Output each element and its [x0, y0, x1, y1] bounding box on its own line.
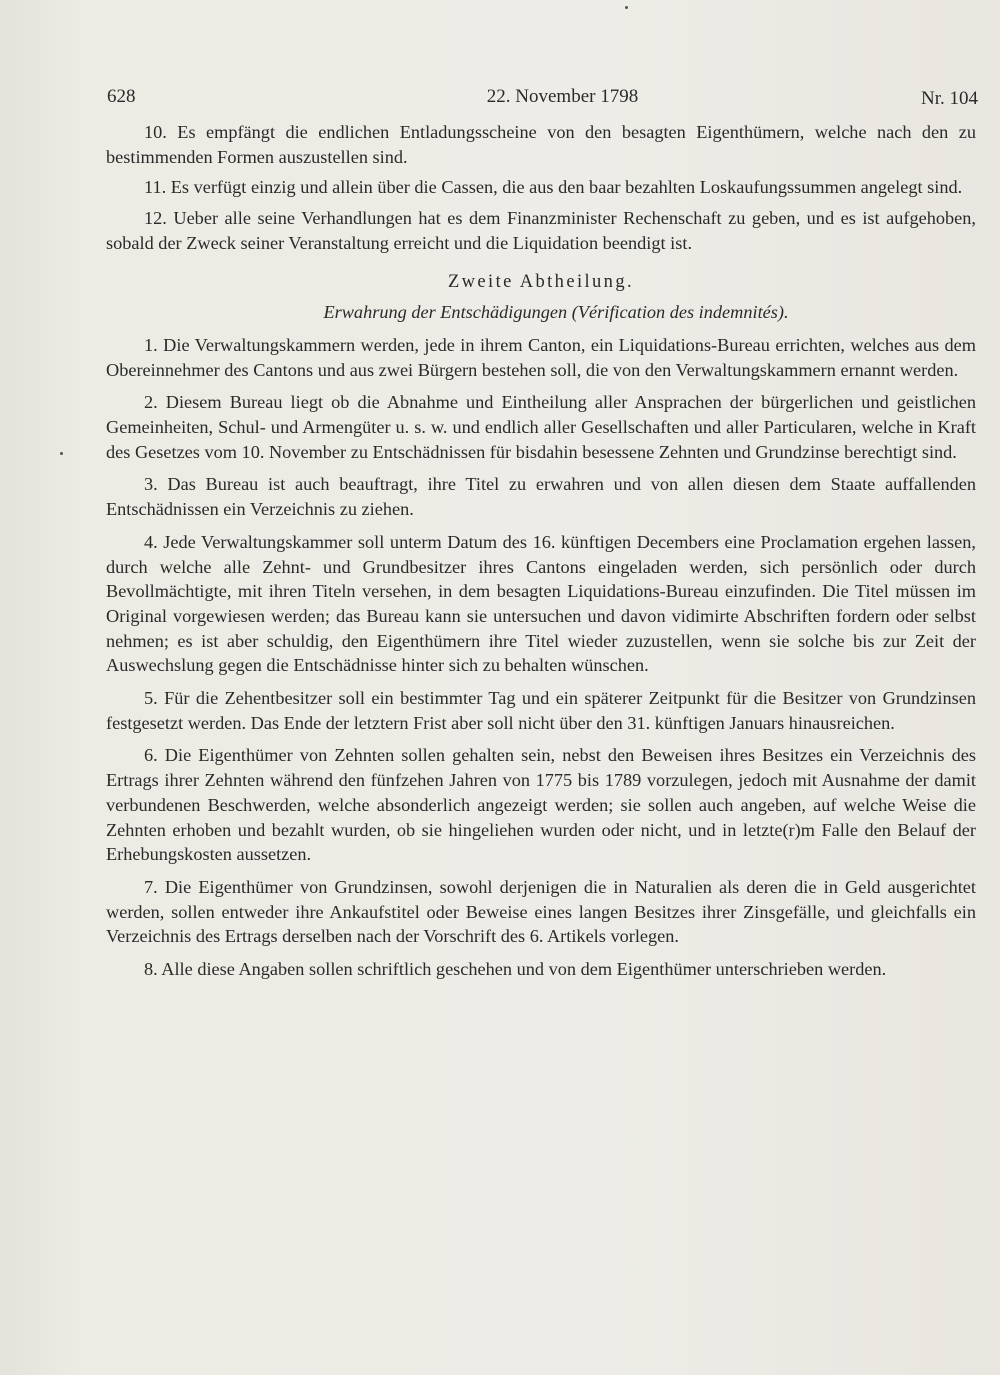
paragraph-11: 11. Es verfügt einzig und allein über die Cassen, die aus den baar bezahlten Loskaufungssummen angelegt sind.	[144, 177, 963, 198]
paragraph-3: 3. Das Bureau ist auch beauftragt, ihre Titel zu erwahren und von allen diesen dem Staate auffallenden Entschädnissen ein Verzeichnis zu ziehen.	[106, 474, 976, 520]
paragraph-6: 6. Die Eigenthümer von Zehnten sollen gehalten sein, nebst den Beweisen ihres Besitzes ein Verzeichnis des Ertrags ihrer Zehnten während den fünfzehen Jahren von 1775 bis 1789 vorzulegen, jedoch mit Ausnahme der damit verbundenen Beschwerden, welche absonderlich angezeigt werden; sie sollen auch angeben, auf welche Weise die Zehnten erhoben und bezahlt wurden, ob sie hingeliehen wurden oder nicht, und in letzte(r)m Falle den Belauf der Erhebungskosten aussetzen.	[106, 745, 976, 865]
paragraph-5: 5. Für die Zehentbesitzer soll ein bestimmter Tag und ein späterer Zeitpunkt für die Besitzer von Grundzinsen festgesetzt werden. Das Ende der letztern Frist aber soll nicht über den 31. künftigen Januars hinausreichen.	[106, 688, 976, 733]
paragraph-1: 1. Die Verwaltungskammern werden, jede in ihrem Canton, ein Liquidations-Bureau errichten, welches aus dem Obereinnehmer des Cantons und aus zwei Bürgern bestehen soll, die von den Verwaltungskammern ernannt werden.	[106, 334, 976, 380]
paragraph-10: 10. Es empfängt die endlichen Entladungsscheine von den besagten Eigenthümern, welche nach den zu bestimmenden Formen auszustellen sind.	[106, 122, 976, 167]
paragraph-12: 12. Ueber alle seine Verhandlungen hat es dem Finanzminister Rechenschaft zu geben, und es ist aufgehoben, sobald der Zweck seiner Veranstaltung erreicht und die Liquidation beendigt ist.	[106, 208, 976, 253]
paper-speck	[60, 452, 63, 455]
paragraph-2: 2. Diesem Bureau liegt ob die Abnahme und Eintheilung aller Ansprachen der bürgerlichen und geistlichen Gemeinheiten, Schul- und Armengüter u. s. w. und endlich aller Gesellschaften und aller Particularen, welche in Kraft des Gesetzes vom 10. November zu Entschädnissen für bisdahin besessene Zehnten und Grundzinse berechtigt sind.	[106, 392, 976, 462]
document-body	[106, 120, 976, 990]
page-number: 628	[107, 86, 136, 107]
page-header	[107, 86, 978, 112]
section-subtitle: Erwahrung der Entschädigungen (Vérification des indemnités).	[323, 302, 789, 323]
paragraph-7: 7. Die Eigenthümer von Grundzinsen, sowohl derjenigen die in Naturalien als deren die in Geld ausgerichtet werden, sollen entweder ihre Ankaufstitel oder Beweise eines langen Besitzes ihrer Zinsgefälle, und gleichfalls ein Verzeichnis des Ertrags derselben nach der Vorschrift des 6. Artikels vorlegen.	[106, 876, 976, 947]
section-title: Zweite Abtheilung.	[447, 271, 635, 292]
paper-speck	[625, 6, 628, 9]
header-date: 22. November 1798	[486, 86, 639, 107]
paragraph-8: 8. Alle diese Angaben sollen schriftlich geschehen und von dem Eigenthümer unterschrieben werden.	[144, 959, 887, 980]
paragraph-4: 4. Jede Verwaltungskammer soll unterm Datum des 16. künftigen Decembers eine Proclamation ergehen lassen, durch welche alle Zehnt- und Grundbesitzer ihres Cantons eingeladen werden, sich persönlich oder durch Bevollmächtigte, mit ihren Titeln versehen, in dem besagten Liquidations-Bureau einzufinden. Die Titel müssen im Original vorgewiesen werden; das Bureau kann sie untersuchen und davon vidimirte Abschriften fordern oder selbst nehmen; es ist aber schuldig, den Eigenthümern ihre Titel wieder zuzustellen, wenn sie solche bis zur Zeit der Auswechslung gegen die Entschädnisse hinter sich zu behalten wünschen.	[106, 531, 976, 676]
document-number: Nr. 104	[921, 88, 978, 109]
